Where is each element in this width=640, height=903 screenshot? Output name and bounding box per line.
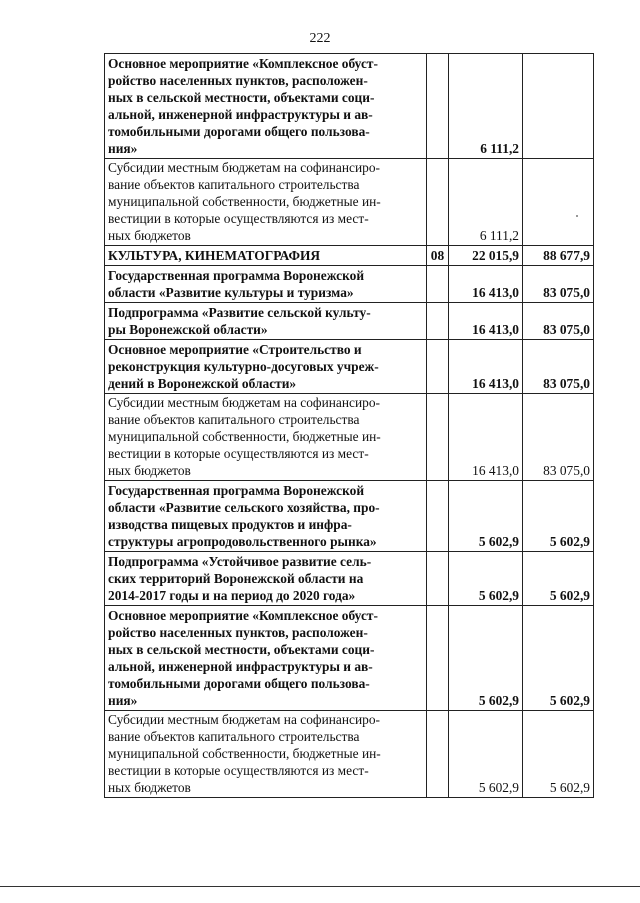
row-name-line: изводства пищевых продуктов и инфра- [108, 517, 352, 532]
amount-column-1: 5 602,9 [449, 552, 523, 606]
section-code [427, 481, 449, 552]
row-name-line: Субсидии местным бюджетам на софинансиро- [108, 395, 380, 410]
section-code [427, 266, 449, 303]
row-name-line: Основное мероприятие «Комплексное обуст- [108, 608, 378, 623]
amount-column-2: 83 075,0 [523, 303, 594, 340]
amount-column-1: 16 413,0 [449, 340, 523, 394]
amount-column-2: 88 677,9 [523, 246, 594, 266]
table-row [105, 606, 594, 711]
row-name [105, 159, 427, 246]
row-name-line: ройство населенных пунктов, расположен- [108, 73, 368, 88]
row-name-line: вание объектов капитального строительства [108, 177, 360, 192]
scan-speck [576, 215, 578, 217]
row-name-line: муниципальной собственности, бюджетные ин- [108, 429, 381, 444]
amount-column-2: 83 075,0 [523, 394, 594, 481]
table-row [105, 711, 594, 798]
row-name [105, 246, 427, 266]
amount-column-1: 6 111,2 [449, 54, 523, 159]
row-name-line: ройство населенных пунктов, расположен- [108, 625, 368, 640]
row-name-line: ских территорий Воронежской области на [108, 571, 364, 586]
amount-column-2: 83 075,0 [523, 266, 594, 303]
row-name-line: ных бюджетов [108, 228, 191, 243]
section-code: 08 [427, 246, 449, 266]
row-name-line: реконструкция культурно-досуговых учреж- [108, 359, 379, 374]
section-code [427, 54, 449, 159]
row-name-line: области «Развитие сельского хозяйства, про- [108, 500, 380, 515]
amount-column-2: 5 602,9 [523, 606, 594, 711]
row-name-line: Основное мероприятие «Строительство и [108, 342, 362, 357]
row-name-line: Субсидии местным бюджетам на софинансиро- [108, 160, 380, 175]
amount-column-1: 16 413,0 [449, 394, 523, 481]
section-code [427, 303, 449, 340]
row-name [105, 340, 427, 394]
amount-column-1: 5 602,9 [449, 711, 523, 798]
row-name-line: области «Развитие культуры и туризма» [108, 285, 354, 300]
amount-column-1: 6 111,2 [449, 159, 523, 246]
row-name-line: ния» [108, 693, 138, 708]
row-name [105, 394, 427, 481]
table-row [105, 394, 594, 481]
row-name-line: вестиции в которые осуществляются из мест- [108, 763, 369, 778]
row-name-line: ных бюджетов [108, 463, 191, 478]
table-row [105, 303, 594, 340]
amount-column-1: 5 602,9 [449, 481, 523, 552]
amount-column-1: 16 413,0 [449, 303, 523, 340]
section-code [427, 340, 449, 394]
row-name-line: ных в сельской местности, объектами соци- [108, 642, 375, 657]
row-name-line: альной, инженерной инфраструктуры и ав- [108, 659, 373, 674]
row-name [105, 303, 427, 340]
row-name-line: Государственная программа Воронежской [108, 268, 365, 283]
section-code [427, 606, 449, 711]
row-name-line: Основное мероприятие «Комплексное обуст- [108, 56, 378, 71]
row-name-line: вестиции в которые осуществляются из мест- [108, 446, 369, 461]
row-name-line: томобильными дорогами общего пользова- [108, 124, 370, 139]
row-name-line: Государственная программа Воронежской [108, 483, 365, 498]
row-name-line: муниципальной собственности, бюджетные ин- [108, 194, 381, 209]
row-name-line: 2014-2017 годы и на период до 2020 года» [108, 588, 356, 603]
budget-table-body [105, 54, 594, 798]
row-name [105, 266, 427, 303]
row-name-line: структуры агропродовольственного рынка» [108, 534, 377, 549]
amount-column-2 [523, 54, 594, 159]
table-row [105, 266, 594, 303]
row-name-line: вестиции в которые осуществляются из мест- [108, 211, 369, 226]
section-code [427, 394, 449, 481]
table-row [105, 54, 594, 159]
amount-column-1: 5 602,9 [449, 606, 523, 711]
row-name-line: дений в Воронежской области» [108, 376, 297, 391]
table-row [105, 481, 594, 552]
row-name-line: альной, инженерной инфраструктуры и ав- [108, 107, 373, 122]
table-row [105, 552, 594, 606]
row-name-line: КУЛЬТУРА, КИНЕМАТОГРАФИЯ [108, 248, 321, 263]
section-code [427, 552, 449, 606]
row-name [105, 481, 427, 552]
row-name [105, 606, 427, 711]
row-name-line: вание объектов капитального строительства [108, 729, 360, 744]
row-name-line: Подпрограмма «Развитие сельской культу- [108, 305, 371, 320]
amount-column-2: 5 602,9 [523, 552, 594, 606]
amount-column-2 [523, 159, 594, 246]
table-row [105, 340, 594, 394]
table-row [105, 159, 594, 246]
row-name [105, 54, 427, 159]
row-name-line: муниципальной собственности, бюджетные ин- [108, 746, 381, 761]
bottom-rule [0, 886, 640, 887]
row-name-line: вание объектов капитального строительства [108, 412, 360, 427]
row-name [105, 711, 427, 798]
section-code [427, 711, 449, 798]
row-name-line: Субсидии местным бюджетам на софинансиро- [108, 712, 380, 727]
amount-column-2: 5 602,9 [523, 711, 594, 798]
row-name [105, 552, 427, 606]
row-name-line: Подпрограмма «Устойчивое развитие сель- [108, 554, 372, 569]
table-row [105, 246, 594, 266]
amount-column-1: 16 413,0 [449, 266, 523, 303]
row-name-line: ных бюджетов [108, 780, 191, 795]
amount-column-1: 22 015,9 [449, 246, 523, 266]
row-name-line: томобильными дорогами общего пользова- [108, 676, 370, 691]
page-number: 222 [309, 31, 331, 46]
budget-table [104, 53, 594, 798]
amount-column-2: 83 075,0 [523, 340, 594, 394]
row-name-line: ных в сельской местности, объектами соци- [108, 90, 375, 105]
row-name-line: ры Воронежской области» [108, 322, 268, 337]
section-code [427, 159, 449, 246]
amount-column-2: 5 602,9 [523, 481, 594, 552]
row-name-line: ния» [108, 141, 138, 156]
